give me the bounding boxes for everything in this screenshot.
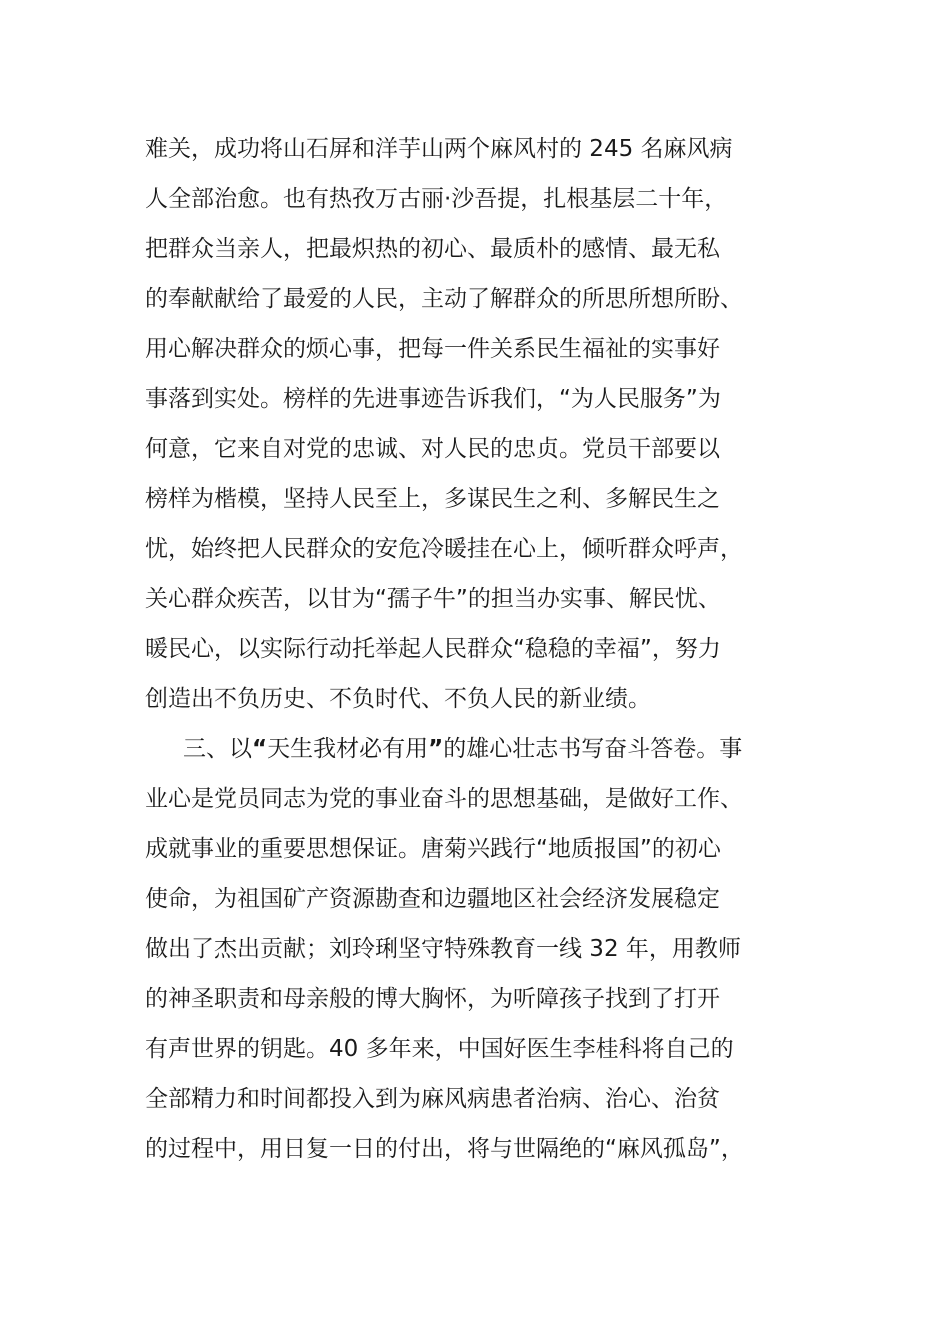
text-line: 用心解决群众的烦心事，把每一件关系民生福祉的实事好 — [145, 336, 720, 362]
paragraph-1 — [145, 124, 810, 724]
text-line: 人全部治愈。也有热孜万古丽·沙吾提，扎根基层二十年， — [145, 186, 728, 212]
text-line: 的奉献献给了最爱的人民，主动了解群众的所思所想所盼、 — [145, 286, 743, 312]
section-number: 三、以 — [183, 736, 252, 762]
text-line: 成就事业的重要思想保证。唐菊兴践行“地质报国”的初心 — [145, 836, 721, 862]
section-heading-rest: 的雄心壮志书写奋斗答卷。事 — [443, 736, 743, 762]
text-line: 做出了杰出贡献；刘玲琍坚守特殊教育一线 32 年，用教师 — [145, 936, 741, 962]
document-body — [145, 124, 810, 1174]
text-line: 暖民心，以实际行动托举起人民群众“稳稳的幸福”，努力 — [145, 636, 721, 662]
text-line: 有声世界的钥匙。40 多年来，中国好医生李桂科将自己的 — [145, 1036, 734, 1062]
text-line: 的神圣职责和母亲般的博大胸怀，为听障孩子找到了打开 — [145, 986, 720, 1012]
quoted-phrase: 天生我材必有用 — [267, 736, 429, 762]
text-line: 何意，它来自对党的忠诚、对人民的忠贞。党员干部要以 — [145, 436, 720, 462]
text-line: 业心是党员同志为党的事业奋斗的思想基础，是做好工作、 — [145, 786, 743, 812]
text-line: 忧，始终把人民群众的安危冷暖挂在心上，倾听群众呼声， — [145, 536, 743, 562]
text-line: 的过程中，用日复一日的付出，将与世隔绝的“麻风孤岛”， — [145, 1136, 744, 1162]
text-line: 使命，为祖国矿产资源勘查和边疆地区社会经济发展稳定 — [145, 886, 720, 912]
text-line: 关心群众疾苦，以甘为“孺子牛”的担当办实事、解民忧、 — [145, 586, 721, 612]
section-heading-line — [145, 724, 810, 774]
text-line: 难关，成功将山石屏和洋芋山两个麻风村的 245 名麻风病 — [145, 136, 733, 162]
text-line: 把群众当亲人，把最炽热的初心、最质朴的感情、最无私 — [145, 236, 720, 262]
paragraph-2 — [145, 724, 810, 1174]
text-line: 全部精力和时间都投入到为麻风病患者治病、治心、治贫 — [145, 1086, 720, 1112]
quote-open-mark: “ — [252, 736, 268, 762]
text-line: 创造出不负历史、不负时代、不负人民的新业绩。 — [145, 686, 651, 712]
text-line: 榜样为楷模，坚持人民至上，多谋民生之利、多解民生之 — [145, 486, 720, 512]
quote-close-mark: ” — [428, 736, 444, 762]
text-line: 事落到实处。榜样的先进事迹告诉我们，“为人民服务”为 — [145, 386, 721, 412]
